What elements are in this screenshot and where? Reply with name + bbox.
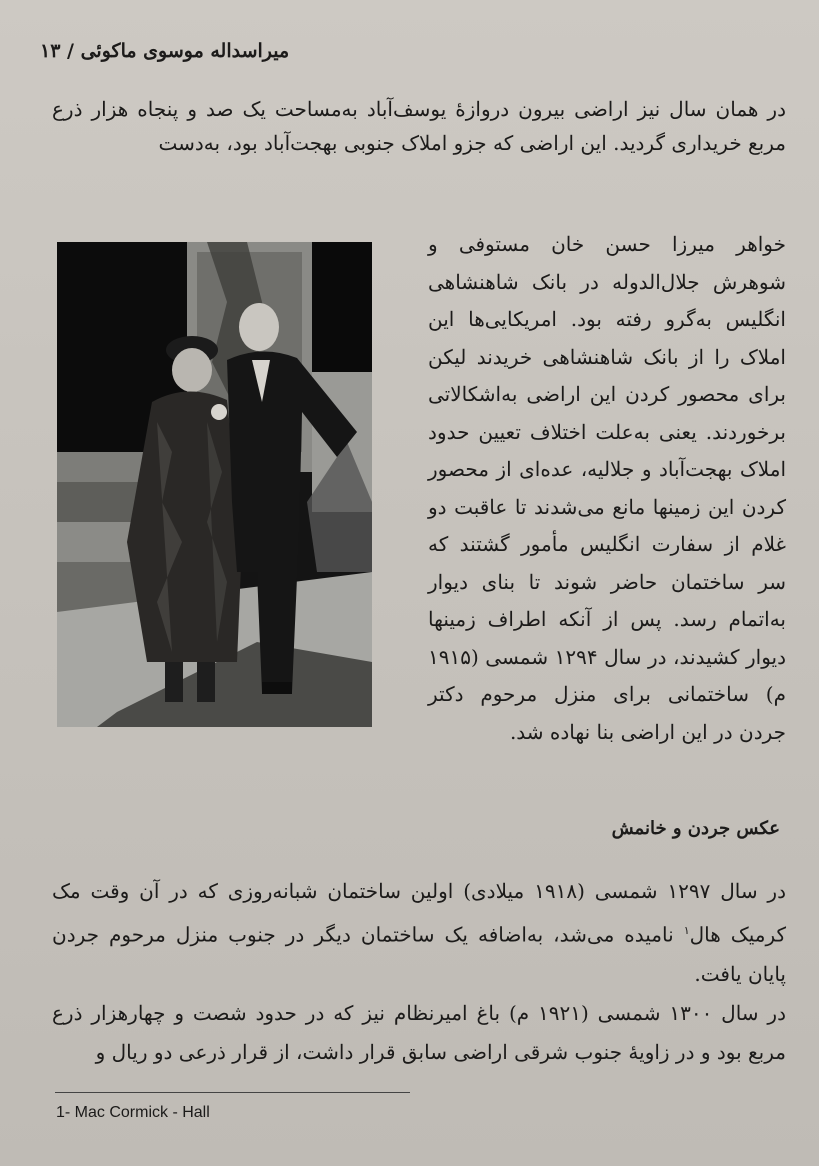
photo-jordan-and-wife <box>57 242 372 727</box>
paragraph-bottom <box>52 872 786 1072</box>
paragraph-top: در همان سال نیز اراضی بیرون دروازهٔ یوسف‌آباد به‌مساحت یک صد و پنجاه هزار ذرع مربع خریداری گردید. این اراضی که جزو املاک جنوبی بهجت‌آباد بود، به‌دست <box>52 97 786 155</box>
running-header: میراسداله موسوی ماکوئی / ۱۳ <box>40 40 290 62</box>
paragraph-beside-photo: خواهر میرزا حسن خان مستوفی و شوهرش جلال‌الدوله در بانک شاهنشاهی انگلیس به‌گرو رفته بود. امریکایی‌ها این املاک را از بانک شاهنشاهی خریدند لیکن برای محصور کردن این اراضی به‌اشکالاتی برخوردند. یعنی به‌علت اختلاف تعیین حدود املاک بهجت‌آباد و جلالیه، عده‌ای از محصور کردن این زمینها مانع می‌شدند تا عاقبت دو غلام از سفارت انگلیس مأمور گشتند که سر ساختمان حاضر شوند تا بنای دیوار به‌اتمام رسد. پس از آنکه اطراف زمینها دیوار کشیدند، در سال ۱۲۹۴ شمسی (۱۹۱۵ م) ساختمانی برای منزل مرحوم دکتر جردن در این اراضی بنا نهاده شد. <box>428 232 786 744</box>
footnote-marker: ۱ <box>683 924 690 937</box>
paragraph-bottom-1a: در سال ۱۲۹۷ شمسی (۱۹۱۸ میلادی) اولین ساختمان شبانه‌روزی که در آن وقت مک کرمیک هال <box>52 879 787 947</box>
paragraph-bottom-2: در سال ۱۳۰۰ شمسی (۱۹۲۱ م) باغ امیرنظام نیز که در حدود شصت و چهارهزار ذرع مربع بود و در زاویهٔ جنوب شرقی اراضی سابق قرار داشت، از قرار ذرعی دو ریال و <box>52 1000 786 1064</box>
photo-image <box>57 242 372 727</box>
photo-caption: عکس جردن و خانمش <box>611 818 780 839</box>
footnote: 1- Mac Cormick - Hall <box>56 1104 210 1121</box>
footnote-rule <box>55 1092 410 1093</box>
paragraph-bottom-1b: نامیده می‌شد، به‌اضافه یک ساختمان دیگر در جنوب منزل مرحوم جردن پایان یافت. <box>52 922 786 986</box>
